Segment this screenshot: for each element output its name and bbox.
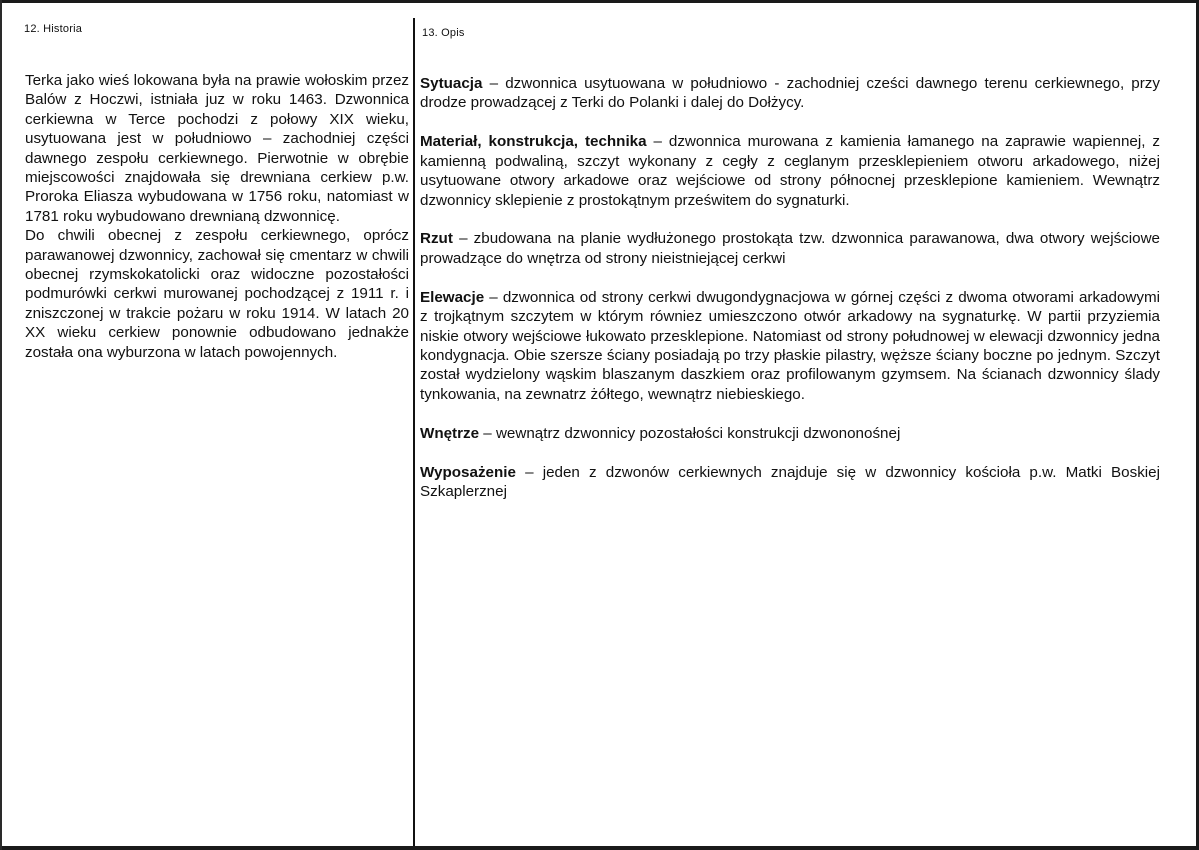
history-heading: 12. Historia <box>24 23 83 35</box>
description-text <box>420 74 1160 521</box>
section-body: – jeden z dzwonów cerkiewnych znajduje się w dzwonnicy kościoła p.w. Matki Boskiej Szkaplerznej <box>420 463 1160 500</box>
section-label: Elewacje <box>420 288 485 306</box>
history-paragraph-1: Terka jako wieś lokowana była na prawie wołoskim przez Balów z Hoczwi, istniała juz w roku 1463. Dzwonnica cerkiewna w Terce pochodzi z połowy XIX wieku, usytuowana jest w południowo – zachodniej części dawnego zespołu cerkiewnego. Pierwotnie w obrębie miejscowości znajdowała się drewniana cerkiew p.w. Proroka Eliasza wybudowana w 1756 roku, natomiast w 1781 roku wybudowano drewnianą dzwonnicę. <box>25 72 409 225</box>
section-elewacje <box>420 288 1160 404</box>
section-label: Materiał, konstrukcja, technika <box>420 133 647 151</box>
section-sytuacja <box>420 74 1160 113</box>
section-label: Wnętrze <box>420 424 480 442</box>
description-heading: 13. Opis <box>422 27 465 39</box>
scan-border-left <box>0 0 2 850</box>
section-body: – wewnątrz dzwonnicy pozostałości konstrukcji dzwononośnej <box>479 424 901 442</box>
section-rzut <box>420 229 1160 268</box>
section-wyposazenie <box>420 463 1160 502</box>
history-paragraph-2: Do chwili obecnej z zespołu cerkiewnego, oprócz parawanowej dzwonnicy, zachował się cmentarz w chwili obecnej rzymskokatolicki oraz widoczne pozostałości podmurówki cerkwi murowanej pochodzącej z 1911 r. i zniszczonej w trakcie pożaru w roku 1914. W latach 20 XX wieku cerkiew ponownie odbudowano jednakże została ona wyburzona w latach powojennych. <box>25 227 409 361</box>
section-label: Rzut <box>420 230 453 248</box>
column-divider <box>413 18 415 846</box>
history-text <box>25 71 409 362</box>
section-body: – dzwonnica usytuowana w południowo - zachodniej cześci dawnego terenu cerkiewnego, przy drodze prowadzącej z Terki do Polanki i dalej do Dołżycy. <box>420 75 1160 112</box>
section-wnetrze <box>420 424 1160 443</box>
section-label: Sytuacja <box>420 75 483 92</box>
section-body: – dzwonnica murowana z kamienia łamanego na zaprawie wapiennej, z kamienną podwaliną, szczyt wykonany z cegły z ceglanym przesklepieniem otworu arkadowego, niżej usytuowane otwory arkadowe oraz wejściowe od strony północnej przesklepione kamieniem. Wewnątrz dzwonnicy sklepienie z prostokątnym prześwitem do sygnaturki. <box>420 133 1160 209</box>
section-material <box>420 132 1160 210</box>
scan-border-bottom <box>0 846 1199 850</box>
section-body: – dzwonnica od strony cerkwi dwugondygnacjowa w górnej części z dwoma otworami arkadowymi z trojkątnym szczytem w którym równiez umieszczono otwór arkadowy na sygnaturkę. W partii przyziemia niskie otwory wejściowe łukowato przesklepione. Natomiast od strony połudnowej w elewacji dzwonnicy jedna kondygnacja. Obie szersze ściany posiadają po trzy płaskie pilastry, węższe ściany boczne po jednym. Szczyt został wydzielony wąskim blaszanym daszkiem oraz profilowanym gzymsem. Na ścianach dzwonnicy ślady tynkowania, na zewnatrz żółtego, wewnątrz niebieskiego. <box>420 288 1160 403</box>
section-body: – zbudowana na planie wydłużonego prostokąta tzw. dzwonnica parawanowa, dwa otwory wejściowe prowadzące do wnętrza od strony nieistniejącej cerkwi <box>420 230 1160 267</box>
scan-border-top <box>0 0 1199 3</box>
section-label: Wyposażenie <box>420 463 516 481</box>
